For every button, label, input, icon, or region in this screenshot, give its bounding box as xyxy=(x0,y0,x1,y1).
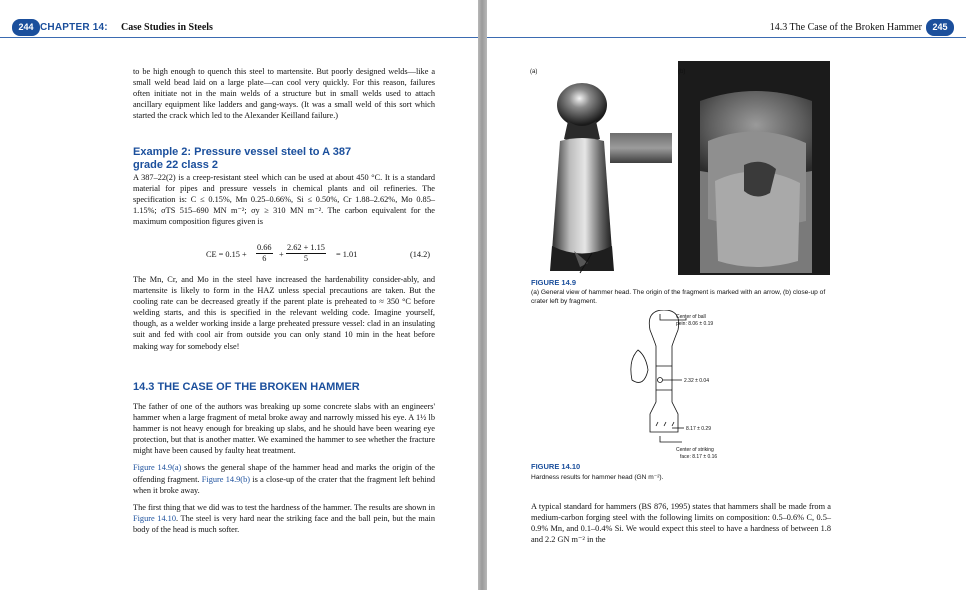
equation-14-2 xyxy=(178,243,436,267)
hammer-handle xyxy=(610,133,672,163)
example-heading xyxy=(133,146,433,172)
running-title: 14.3 The Case of the Broken Hammer xyxy=(769,22,922,33)
equation-plus: + xyxy=(279,250,284,259)
ball-pein xyxy=(557,83,607,127)
chapter-number: CHAPTER 14: xyxy=(40,22,108,33)
example-heading-line-2: grade 22 class 2 xyxy=(133,159,219,171)
paragraph-figure-refs xyxy=(133,462,435,495)
header-rule-left xyxy=(0,37,478,38)
figure-14-10-title: FIGURE 14.10 xyxy=(531,462,581,471)
figure-14-9b-link[interactable]: Figure 14.9(b) xyxy=(201,474,250,484)
label-ball-pein-2: pein: 8.06 ± 0.19 xyxy=(676,321,714,327)
right-body-text xyxy=(531,501,831,545)
figure-14-9-photo xyxy=(530,61,830,275)
photo-label-a: (a) xyxy=(530,69,538,75)
example-heading-line-1: Example 2: Pressure vessel steel to A 387 xyxy=(133,146,352,158)
label-face-2: face: 8.17 ± 0.16 xyxy=(680,454,718,460)
photo-a xyxy=(530,61,672,275)
figure-14-10-caption: Hardness results for hammer head (GN m⁻²). xyxy=(531,474,664,481)
figure-14-10-diagram xyxy=(620,310,750,470)
page-number-right: 245 xyxy=(926,19,954,36)
label-lower: 8.17 ± 0.29 xyxy=(686,426,711,432)
body-text-block-2 xyxy=(133,172,435,227)
body-text-block-1 xyxy=(133,66,435,121)
body-text-block-3 xyxy=(133,274,435,352)
hammer-outline xyxy=(649,310,678,432)
label-face-1: Center of striking xyxy=(676,447,714,453)
equation-number: (14.2) xyxy=(410,250,431,259)
hardness-text-end: . The steel is very hard near the striking face and the ball pein, but the main body of the head is much softer. xyxy=(133,513,435,534)
left-page xyxy=(0,0,478,590)
figure-14-10-link[interactable]: Figure 14.10 xyxy=(133,513,176,523)
header-rule-right xyxy=(487,37,966,38)
figure-14-9-title: FIGURE 14.9 xyxy=(531,278,577,287)
figure-ref-text-end: is a close-up of the crater that the fragment left behind when it broke away. xyxy=(133,474,435,495)
fraction-2-numerator: 2.62 + 1.15 xyxy=(287,243,325,252)
paragraph-hammer-story: The father of one of the authors was breaking up some concrete slabs with an engineers' hammer when a large fragment of metal broke away and narrowly missed his eye. A 1½ lb hammer is not heavy enough for breaking up slabs, and he should have been wearing eye protection, but that is another matter. We examined the hammer to see whether the fracture might have been caused by faulty heat treatment. xyxy=(133,402,435,456)
paragraph-hardenability: The Mn, Cr, and Mo in the steel have increased the hardenability consider-ably, and martensite is likely to form in the HAZ unless special precautions are taken. But the cooling rate can be decreased greatly if the parent plate is preheated to ≈ 350 °C before welding starts, and this is specified in the relevant welding code. Imagine yourself, though, as a welder working inside a large preheated pressure vessel: clad in an insulating suit and fed with cool air from outside you can only stand 10 min in the heat before making way for somebody else! xyxy=(133,275,435,351)
label-ball-pein-1: Center of ball xyxy=(676,314,706,320)
fraction-1-denominator: 6 xyxy=(262,254,267,263)
body-text-block-4 xyxy=(133,401,435,535)
paragraph-a387: A 387–22(2) is a creep-resistant steel which can be used at about 450 °C. It is a standard material for pipes and pressure vessels in chemical plants and oil refineries. The specification is: C ≤ 0.15%, Mn 0.25–0.66%, Si ≤ 0.50%, Cr 1.88–2.62%, Mo 0.85–1.15%; σTS 515–690 MN m⁻²; σy ≥ 310 MN m⁻². The carbon equivalent for the maximum composition figures given is xyxy=(133,173,435,227)
equation-rhs: = 1.01 xyxy=(336,250,358,259)
equation-fraction-2 xyxy=(286,243,326,263)
equation-fraction-1 xyxy=(256,243,273,263)
paragraph-hardness-test xyxy=(133,502,435,535)
book-spine xyxy=(478,0,487,590)
page-number-left: 244 xyxy=(12,19,40,36)
hardness-text-start: The first thing that we did was to test the hardness of the hammer. The results are shown in xyxy=(133,502,435,512)
figure-ref-text-mid: shows the general shape of the hammer head and marks the origin of the offending fragment. xyxy=(133,463,435,484)
fraction-2-denominator: 5 xyxy=(303,254,309,263)
section-heading: 14.3 THE CASE OF THE BROKEN HAMMER xyxy=(133,381,360,393)
hole-outline xyxy=(631,350,648,382)
chapter-title: Case Studies in Steels xyxy=(121,22,213,33)
photo-label-b: (b) xyxy=(678,69,686,75)
figure-14-9a-link[interactable]: Figure 14.9(a) xyxy=(133,463,182,473)
equation-lhs: CE = 0.15 + xyxy=(206,250,247,259)
paragraph-bs876: A typical standard for hammers (BS 876, 1995) states that hammers shall be made from a medium-carbon forging steel with the following limits on composition: 0.5–0.6% C, 0.5–0.9% Mn, and 0.1–0.4% Si. We would expect this steel to have a hardness of between 1.8 and 2.2 GN m⁻² in the xyxy=(531,502,831,545)
paragraph-welds: to be high enough to quench this steel to martensite. But poorly designed welds—like a small weld bead laid on a large plate—can cool very quickly. For this reason, failures often initiate not in the main welds of a structure but in small welds used to attach ancillary equipment like ladders and gang-ways. (It was a small weld of this sort which started the crack which led to the Alexander Keilland failure.) xyxy=(133,67,435,121)
photo-b xyxy=(678,61,830,275)
hammer-head-body xyxy=(552,138,612,256)
label-middle: 2.32 ± 0.04 xyxy=(684,378,709,384)
fraction-1-numerator: 0.66 xyxy=(257,243,272,252)
figure-14-9-caption: (a) General view of hammer head. The origin of the fragment is marked with an arrow, (b) close-up of crater left by fragment. xyxy=(531,289,826,305)
